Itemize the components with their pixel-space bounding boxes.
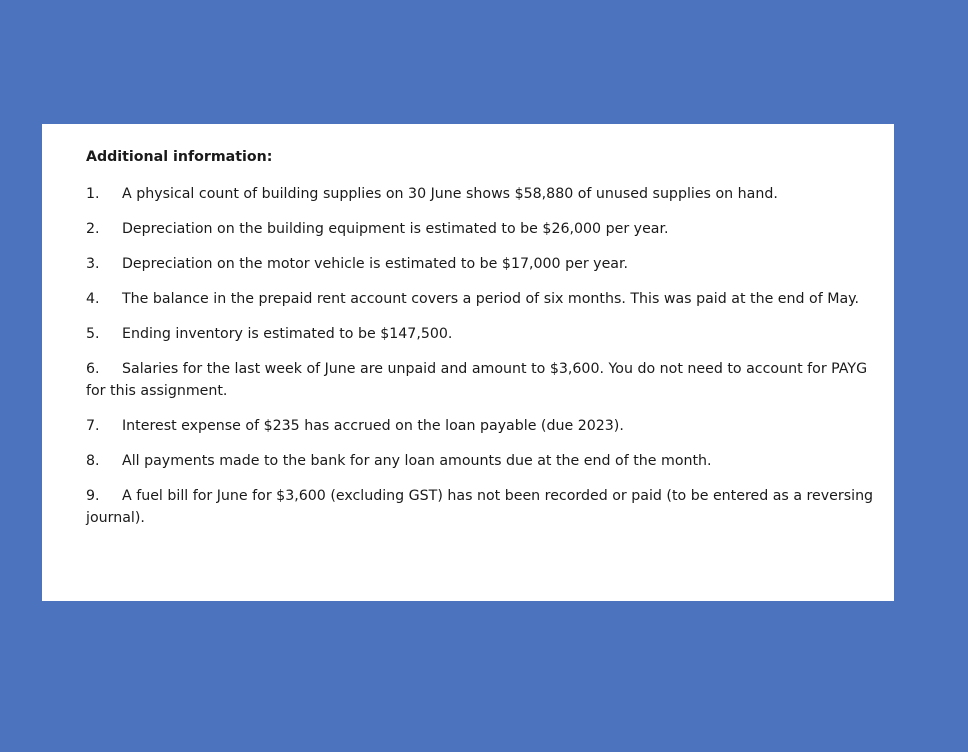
list-item	[86, 415, 874, 437]
item-text: Salaries for the last week of June are unpaid and amount to $3,600. You do not need to account for PAYG for this assignment.	[86, 361, 868, 399]
item-text: A fuel bill for June for $3,600 (excluding GST) has not been recorded or paid (to be entered as a reversing journal).	[86, 488, 874, 526]
item-number: 6.	[86, 361, 100, 377]
list-item	[86, 288, 874, 310]
item-number: 3.	[86, 256, 100, 272]
list-item	[86, 183, 874, 205]
item-number: 5.	[86, 326, 100, 342]
item-number: 1.	[86, 186, 100, 202]
item-number: 4.	[86, 291, 100, 307]
item-number: 7.	[86, 418, 100, 434]
list-item	[86, 253, 874, 275]
item-text: Ending inventory is estimated to be $147,500.	[122, 326, 453, 342]
item-number: 8.	[86, 453, 100, 469]
list-item	[86, 323, 874, 345]
item-text: All payments made to the bank for any loan amounts due at the end of the month.	[122, 453, 712, 469]
item-number: 9.	[86, 488, 100, 504]
list-item	[86, 358, 874, 402]
item-number: 2.	[86, 221, 100, 237]
item-text: A physical count of building supplies on 30 June shows $58,880 of unused supplies on hand.	[122, 186, 778, 202]
document-page	[42, 124, 894, 601]
item-text: Interest expense of $235 has accrued on the loan payable (due 2023).	[122, 418, 624, 434]
section-heading: Additional information:	[86, 149, 273, 165]
item-text: The balance in the prepaid rent account covers a period of six months. This was paid at the end of May.	[122, 291, 860, 307]
list-item	[86, 485, 874, 529]
item-text: Depreciation on the motor vehicle is estimated to be $17,000 per year.	[122, 256, 629, 272]
info-list	[86, 183, 874, 529]
list-item	[86, 450, 874, 472]
list-item	[86, 218, 874, 240]
item-text: Depreciation on the building equipment is estimated to be $26,000 per year.	[122, 221, 669, 237]
